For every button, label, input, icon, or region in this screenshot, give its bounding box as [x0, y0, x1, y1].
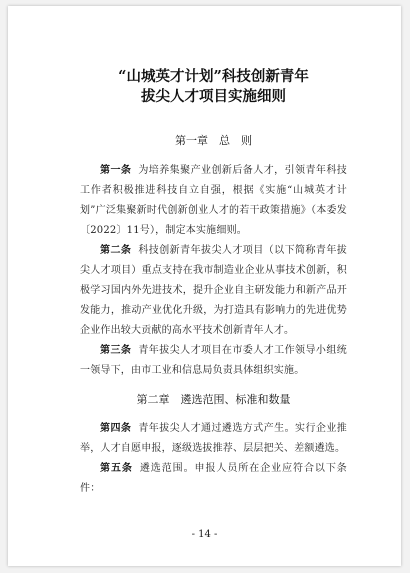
article-1-label: 第一条 — [100, 165, 132, 176]
page-content — [80, 67, 347, 499]
document-title-line-1: “山城英才计划”科技创新青年 — [118, 68, 309, 85]
article-1-text: 为培养集聚产业创新后备人才，引领青年科技工作者积极推进科技自立自强，根据《实施“山城英才计划”广泛集聚新时代创新创业人才的若干政策措施》（本委发〔2022〕11号），制定本实施细则。 — [80, 165, 347, 236]
article-4-label: 第四条 — [100, 423, 132, 434]
article-2-label: 第二条 — [100, 245, 132, 256]
document-title-line-2: 拔尖人才项目实施细则 — [141, 88, 286, 105]
article-5-text: 遴选范围。申报人员所在企业应符合以下条件： — [80, 463, 347, 494]
article-5 — [80, 459, 347, 499]
article-1 — [80, 161, 347, 241]
page-number: - 14 - — [191, 529, 218, 540]
document-page — [8, 6, 401, 566]
article-2 — [80, 241, 347, 341]
article-4-text: 青年拔尖人才通过遴选方式产生。实行企业推举，人才自愿申报，逐级选拔推荐、层层把关、差额遴选。 — [80, 423, 347, 454]
article-5-label: 第五条 — [100, 463, 133, 474]
article-4 — [80, 419, 347, 459]
article-3-label: 第三条 — [100, 345, 132, 356]
article-2-text: 科技创新青年拔尖人才项目（以下简称青年拔尖人才项目）重点支持在我市制造业企业从事技术创新，积极学习国内外先进技术，提升企业自主研发能力和新产品开发能力，推动产业优化升级，为打造具有影响力的先进优势企业作出较大贡献的高水平技术创新青年人才。 — [80, 245, 347, 336]
chapter-heading-2: 第二章 遴选范围、标准和数量 — [136, 393, 291, 406]
chapter-heading-1: 第一章 总 则 — [175, 134, 252, 147]
article-3-text: 青年拔尖人才项目在市委人才工作领导小组统一领导下，由市工业和信息局负责具体组织实施。 — [80, 345, 347, 376]
article-3 — [80, 341, 347, 381]
